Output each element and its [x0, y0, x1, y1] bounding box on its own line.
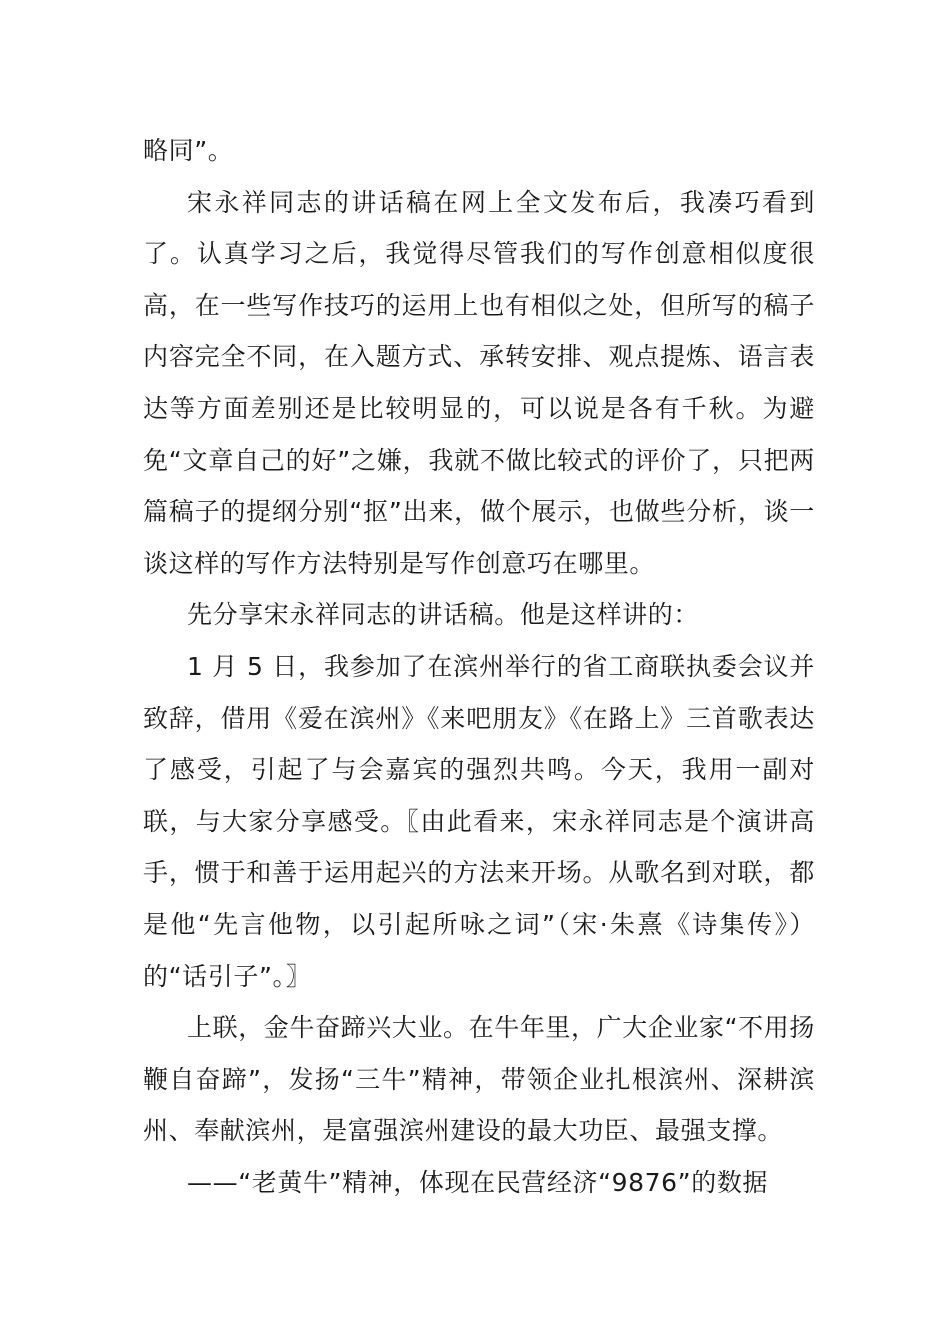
- paragraph-share: 先分享宋永祥同志的讲话稿。他是这样讲的：: [187, 600, 700, 630]
- paragraph-speech-opening: 1 月 5 日，我参加了在滨州举行的省工商联执委会议并致辞，借用《爱在滨州》《来吧朋友》《在路上》三首歌表达了感受，引起了与会嘉宾的强烈共鸣。今天，我用一副对联，与大家分享感受。〖由此看来，宋永祥同志是个演讲高手，惯于和善于运用起兴的方法来开场。从歌名到对联，都是他“先言他物，以引起所咏之词”（宋·朱熹《诗集传》）的“话引子”。〗: [143, 651, 815, 991]
- paragraph-first-couplet: 上联，金牛奋蹄兴大业。在牛年里，广大企业家“不用扬鞭自奋蹄”，发扬“三牛”精神，带领企业扎根滨州、深耕滨州、奉献滨州，是富强滨州建设的最大功臣、最强支撑。: [143, 1013, 815, 1146]
- paragraph-ox-spirit: ——“老黄牛”精神，体现在民营经济“9876”的数据: [187, 1167, 769, 1197]
- paragraph-continuation: 略同”。: [143, 136, 234, 165]
- body-text: [143, 125, 815, 1208]
- paragraph-intro: 宋永祥同志的讲话稿在网上全文发布后，我凑巧看到了。认真学习之后，我觉得尽管我们的写作创意相似度很高，在一些写作技巧的运用上也有相似之处，但所写的稿子内容完全不同，在入题方式、承转安排、观点提炼、语言表达等方面差别还是比较明显的，可以说是各有千秋。为避免“文章自己的好”之嫌，我就不做比较式的评价了，只把两篇稿子的提纲分别“抠”出来，做个展示，也做些分析，谈一谈这样的写作方法特别是写作创意巧在哪里。: [143, 187, 815, 578]
